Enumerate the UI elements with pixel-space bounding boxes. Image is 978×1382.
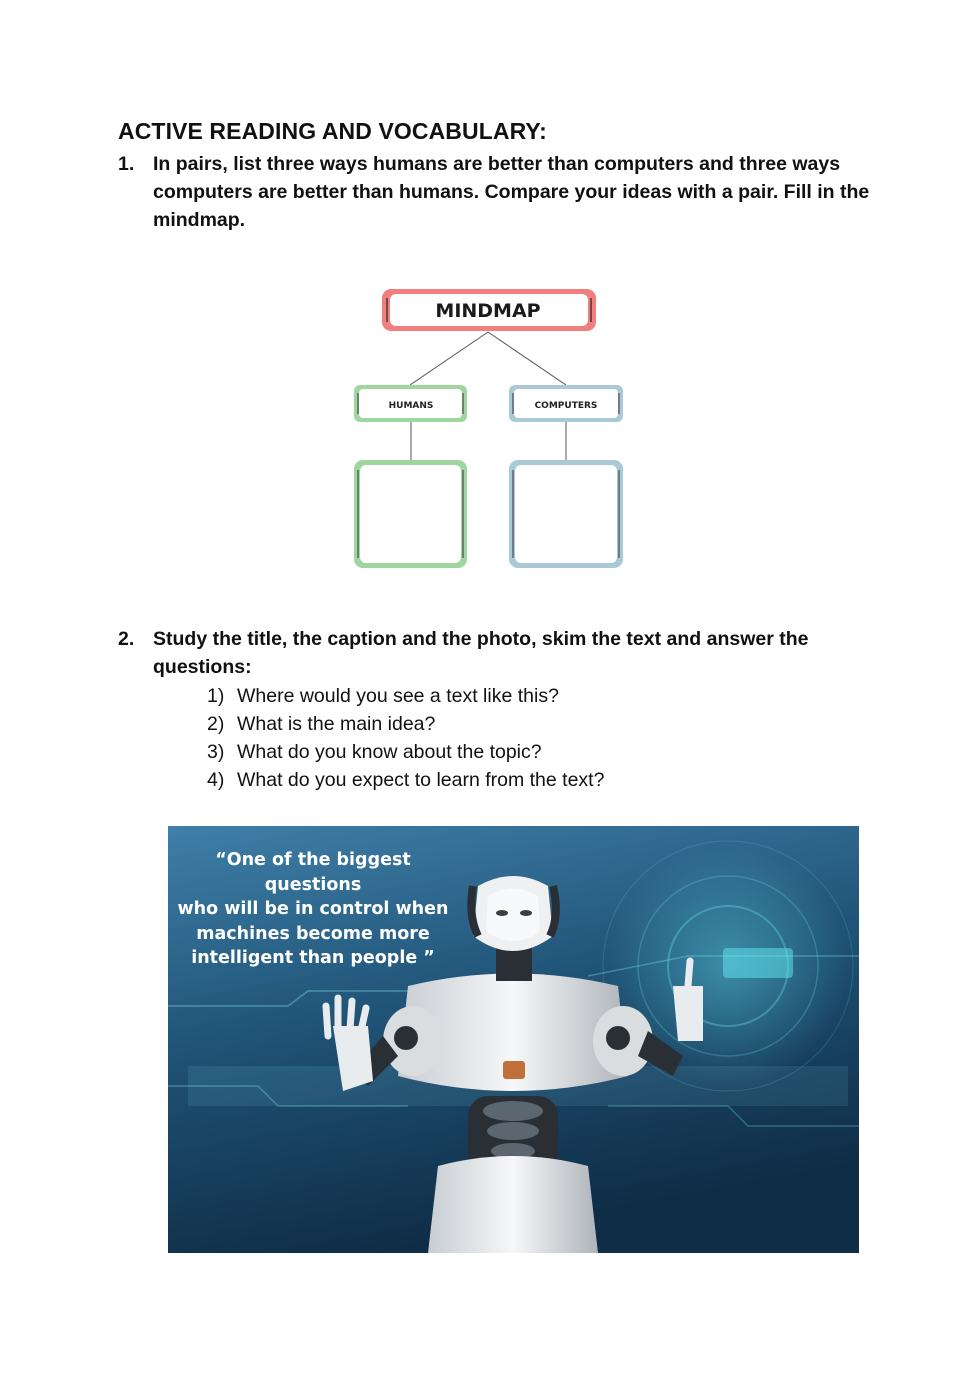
caption-line: machines become more (196, 923, 430, 944)
mindmap-diagram (350, 285, 630, 575)
sub-question-number: 4) (207, 769, 225, 791)
connector-right (488, 332, 566, 385)
question-2-number: 2. (118, 628, 135, 650)
mindmap-title: MINDMAP (435, 300, 541, 322)
connector-left (410, 332, 488, 385)
sub-question-text: What is the main idea? (237, 713, 436, 735)
section-heading: ACTIVE READING AND VOCABULARY: (118, 118, 547, 144)
sub-question (207, 682, 604, 710)
sub-question-list (207, 682, 604, 794)
sub-question-number: 1) (207, 685, 225, 707)
humans-label: HUMANS (388, 401, 434, 411)
sub-question-text: What do you know about the topic? (237, 741, 542, 763)
sub-question-number: 3) (207, 741, 225, 763)
sub-question (207, 766, 604, 794)
robot-photo (168, 826, 859, 1253)
question-1-number: 1. (118, 153, 135, 175)
question-2-text: Study the title, the caption and the photo, skim the text and answer the questions: (153, 628, 809, 678)
caption-line: “One of the biggest questions (215, 850, 411, 895)
sub-question-number: 2) (207, 713, 225, 735)
mindmap-svg (350, 285, 630, 575)
computers-label: COMPUTERS (534, 401, 598, 411)
photo-caption (168, 848, 458, 971)
sub-question (207, 738, 604, 766)
sub-question (207, 710, 604, 738)
caption-line: intelligent than people ” (191, 948, 435, 968)
sub-question-text: What do you expect to learn from the text? (237, 769, 605, 791)
sub-question-text: Where would you see a text like this? (237, 685, 559, 707)
question-1-text: In pairs, list three ways humans are better than computers and three ways computers are better than humans. Compare your ideas with a pair. Fill in the mindmap. (153, 153, 870, 231)
caption-line: who will be in control when (177, 899, 449, 919)
